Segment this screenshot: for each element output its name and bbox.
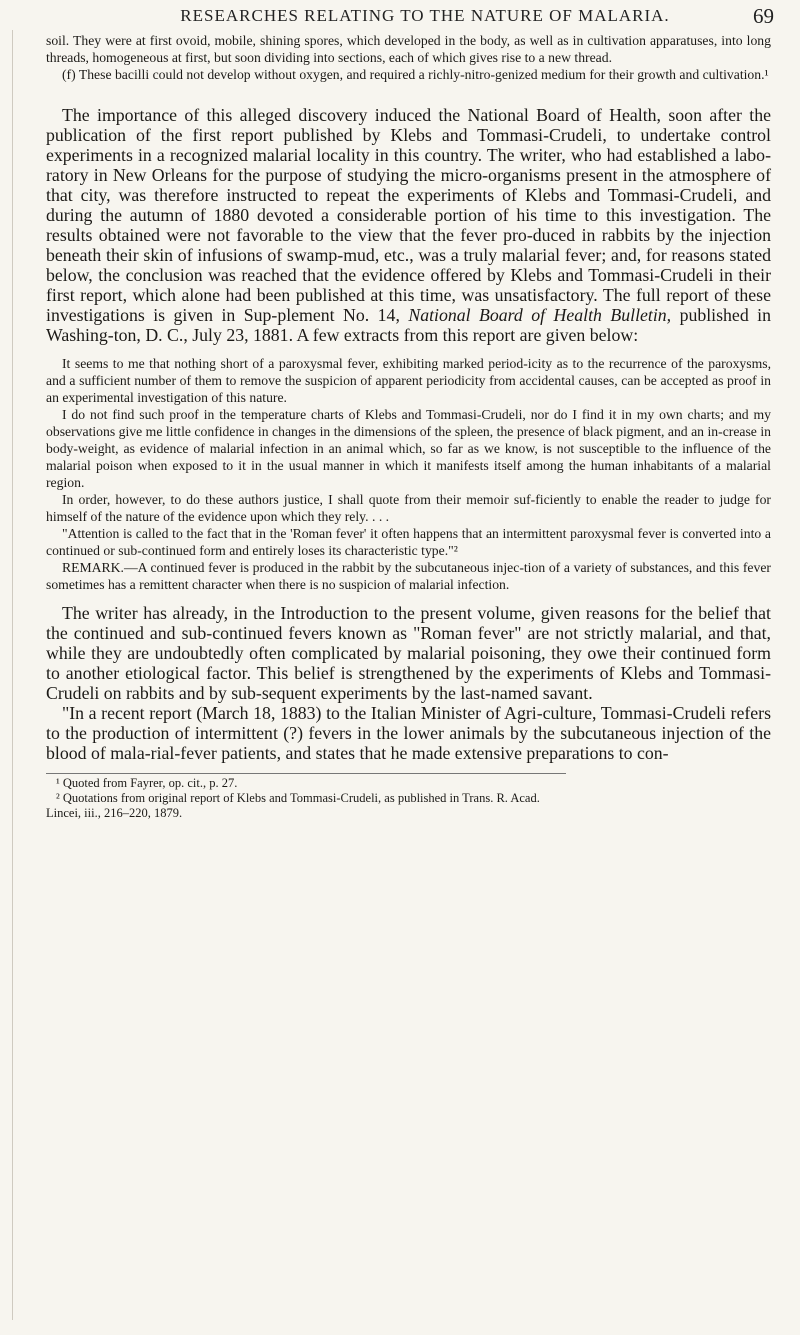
- bulletin-title: National Board of Health Bulletin,: [408, 305, 672, 325]
- continuation-text: soil. They were at first ovoid, mobile, shining spores, which developed in the body, as well as in cultivation apparatuses, into long threads, homogeneous at first, but soon dividing into sections, each of which gives rise to a new thread.: [46, 33, 771, 65]
- point-f: (f) These bacilli could not develop without oxygen, and required a richly-nitro-genized medium for their growth and cultivation.¹: [62, 67, 769, 82]
- extract-paragraph: "Attention is called to the fact that in the 'Roman fever' it often happens that an intermittent paroxysmal fever is converted into a continued or sub-continued form and entirely loses its characteristic type."²: [46, 526, 771, 558]
- para1-text-a: The importance of this alleged discovery induced the National Board of Health, soon after the publication of the first report published by Klebs and Tommasi-Crudeli, to undertake control experiments in a recognized malarial locality in this country. The writer, who had established a labo-ratory in New Orleans for the purpose of studying the micro-organisms present in the atmosphere of that city, was therefore instructed to repeat the experiments of Klebs and Tommasi-Crudeli, and during the autumn of 1880 devoted a considerable portion of his time to this investigation. The results obtained were not favorable to the view that the fever pro-duced in rabbits by the injection beneath their skin of infusions of swamp-mud, etc., was a truly malarial fever; and, for reasons stated below, the conclusion was reached that the evidence offered by Klebs and Tommasi-Crudeli in their first report, which alone had been published at this time, was unsatisfactory. The full report of these investigations is given in Sup-plement No. 14,: [46, 105, 771, 325]
- extract-paragraph: I do not find such proof in the temperature charts of Klebs and Tommasi-Crudeli, nor do I find it in my own charts; and my observations give me little confidence in changes in the dimensions of the spleen, the presence of black pigment, and an in-crease in body-weight, as evidence of malarial infection in an animal which, so far as we know, is not susceptible to the influence of the malarial poison when exposed to it in the usual manner in which it manifests itself among the human inhabitants of a malarial region.: [46, 407, 771, 490]
- extract-paragraph: It seems to me that nothing short of a paroxysmal fever, exhibiting marked period-icity as to the recurrence of the paroxysms, and a sufficient number of them to remove the suspicion of apparent periodicity from accidental causes, can be accepted as proof in an experimental investigation of this nature.: [46, 356, 771, 405]
- footnotes: [46, 773, 566, 821]
- running-head: RESEARCHES RELATING TO THE NATURE OF MALARIA.: [180, 6, 670, 25]
- paragraph-roman-fever: The writer has already, in the Introduction to the present volume, given reasons for the belief that the continued and sub-continued fevers known as "Roman fever" are not strictly malarial, and that, while they are undoubtedly often complicated by malarial poisoning, they owe their continued form to another etiological factor. This belief is strengthened by the experiments of Klebs and Tommasi-Crudeli on rabbits and by sub-sequent experiments by the last-named savant.: [46, 603, 771, 703]
- para1-text-b: published in Washing-ton, D. C., July 23, 1881. A few extracts from this report are given below:: [46, 305, 771, 345]
- footnote-1: ¹ Quoted from Fayrer, op. cit., p. 27.: [56, 776, 238, 790]
- extract-paragraph: In order, however, to do these authors justice, I shall quote from their memoir suf-ficiently to enable the reader to judge for himself of the nature of the evidence upon which they rely. . . .: [46, 492, 771, 524]
- paragraph-recent-report: "In a recent report (March 18, 1883) to the Italian Minister of Agri-culture, Tommasi-Crudeli refers to the production of intermittent (?) fevers in the lower animals by the subcutaneous injection of the blood of mala-rial-fever patients, and states that he made extensive preparations to con-: [46, 703, 771, 763]
- extract-block: [46, 355, 771, 593]
- extract-remark: REMARK.—A continued fever is produced in the rabbit by the subcutaneous injec-tion of a variety of substances, and this fever sometimes has a remittent character when there is no suspicion of malarial infection.: [46, 560, 771, 592]
- page-content: [46, 32, 771, 821]
- footnote-2: ² Quotations from original report of Klebs and Tommasi-Crudeli, as published in Trans. R. Acad. Lincei, iii., 216–220, 1879.: [46, 791, 540, 820]
- gutter-line: [12, 30, 13, 1320]
- page-number: 69: [753, 4, 774, 28]
- paragraph-national-board: [46, 105, 771, 345]
